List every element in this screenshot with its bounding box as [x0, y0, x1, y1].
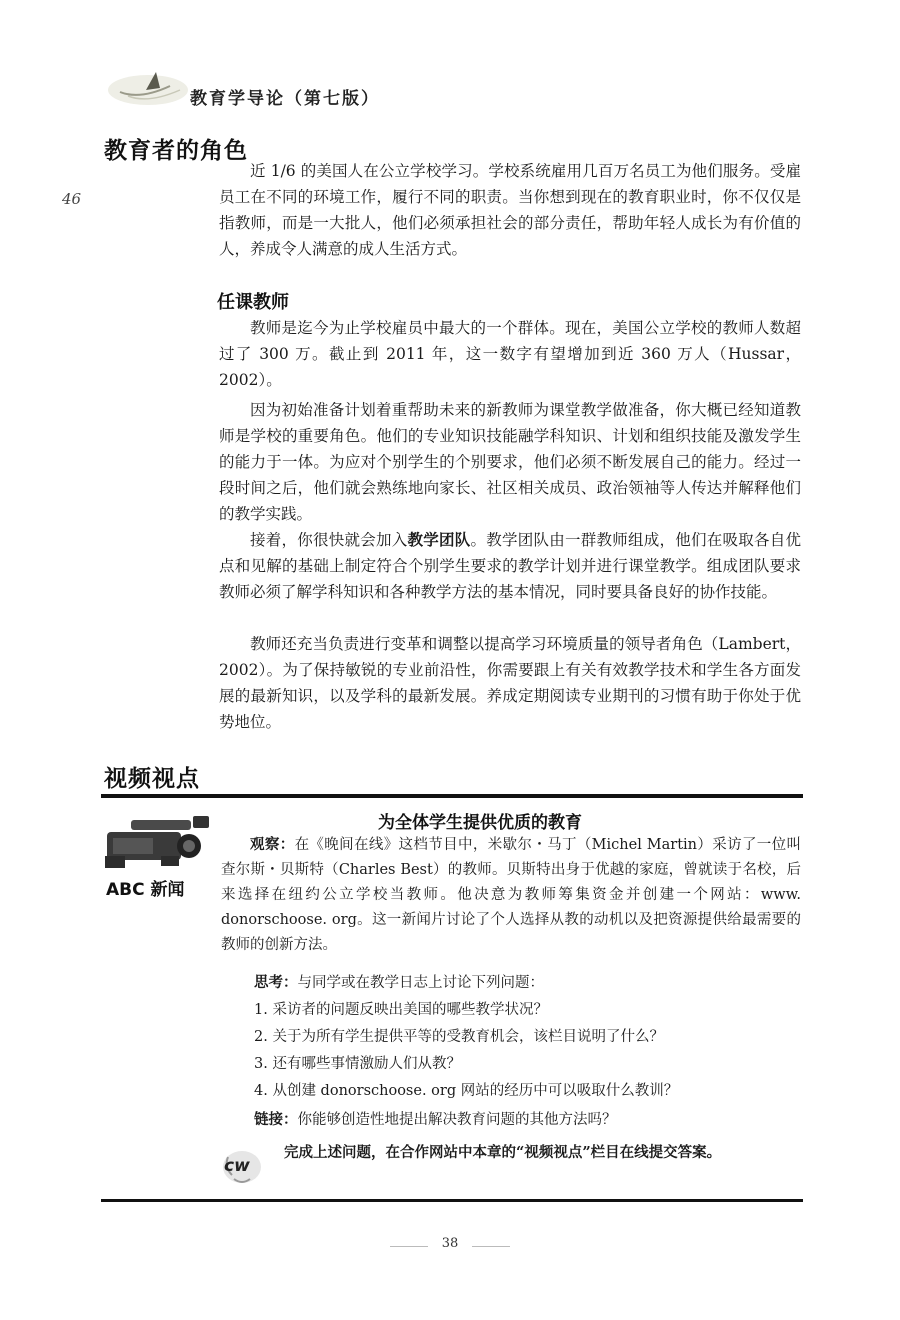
- link-text: 你能够创造性地提出解决教育问题的其他方法吗？: [297, 1112, 617, 1128]
- page-number: 38: [441, 1236, 459, 1251]
- box-bottom-rule: [101, 1199, 803, 1202]
- paragraph: 因为初始准备计划着重帮助未来的新教师为课堂教学做准备，你大概已经知道教师是学校的重要角色。他们的专业知识技能融学科知识、计划和组织技能及激发学生的能力于一体。为应对个别学生的个别要求，他们必须不断发展自己的能力。经过一段时间之后，他们就会熟练地向家长、社区相关成员、政治领袖等人传达并解释他们的教学实践。: [219, 401, 801, 523]
- think-text: 与同学或在教学日志上讨论下列问题：: [297, 975, 544, 991]
- question-item: 2. 关于为所有学生提供平等的受教育机会，该栏目说明了什么？: [254, 1029, 664, 1045]
- paragraph: 教师是迄今为止学校雇员中最大的一个群体。现在，美国公立学校的教师人数超过了 300 万。截止到 2011 年，这一数字有望增加到近 360 万人（Hussar，2002）。: [219, 319, 801, 389]
- subsection-title-teachers: 任课教师: [217, 292, 289, 313]
- paragraph-text: 接着，你很快就会加入: [250, 531, 408, 549]
- think-label: 思考：: [254, 975, 298, 991]
- running-header: [100, 60, 430, 120]
- paragraph-text: 。教学团队由一群教师组成，他们在吸取各自优点和见解的基础上制定符合个别学生要求的教学计划并进行课堂教学。组成团队要求教师必须了解学科知识和各种教学方法的基本情况，同时要具备良好的协作技能。: [219, 531, 801, 601]
- observe-label: 观察：: [250, 837, 295, 853]
- video-camera-icon: [101, 812, 213, 870]
- question-item: 4. 从创建 donorschoose. org 网站的经历中可以吸取什么教训？: [254, 1083, 679, 1099]
- footer-rule-right: [472, 1246, 510, 1247]
- cw-companion-website-icon: [220, 1143, 264, 1187]
- cw-instruction: 完成上述问题，在合作网站中本章的“视频视点”栏目在线提交答案。: [284, 1144, 722, 1161]
- paragraph: [219, 527, 801, 605]
- footer-rule-left: [390, 1246, 428, 1247]
- observe-paragraph: [221, 833, 801, 958]
- margin-page-reference: 46: [62, 190, 82, 208]
- question-item: 1. 采访者的问题反映出美国的哪些教学状况？: [254, 1002, 548, 1018]
- box-title: 为全体学生提供优质的教育: [378, 813, 582, 833]
- box-top-rule: [101, 794, 803, 798]
- link-line: [254, 1108, 617, 1133]
- bird-ornament-icon: [100, 60, 190, 110]
- observe-text: 在《晚间在线》这档节目中，米歇尔・马丁（Michel Martin）采访了一位叫查尔斯・贝斯特（Charles Best）的教师。贝斯特出身于优越的家庭，曾就读于名校，后来选择在纽约公立学校当教师。他决意为教师筹集资金并创建一个网站：www. donorschoose. org。这一新闻片讨论了个人选择从教的动机以及把资源提供给最需要的教师的创新方法。: [221, 837, 802, 953]
- key-term: 教学团队: [407, 530, 471, 549]
- question-item: 3. 还有哪些事情激励人们从教？: [254, 1056, 461, 1072]
- section-title-video-viewpoint: 视频视点: [104, 766, 200, 792]
- paragraph: 近 1/6 的美国人在公立学校学习。学校系统雇用几百万名员工为他们服务。受雇员工在不同的环境工作，履行不同的职责。当你想到现在的教育职业时，你不仅仅是指教师，而是一大批人，他们必须承担社会的部分责任，帮助年轻人成长为有价值的人，养成令人满意的成人生活方式。: [219, 162, 801, 258]
- think-line: [254, 971, 544, 996]
- paragraph: 教师还充当负责进行变革和调整以提高学习环境质量的领导者角色（Lambert，2002）。为了保持敏锐的专业前沿性，你需要跟上有关有效教学技术和学生各方面发展的最新知识，以及学科的最新发展。养成定期阅读专业期刊的习惯有助于你处于优势地位。: [219, 635, 801, 731]
- svg-text:cw: cw: [224, 1156, 250, 1176]
- link-label: 链接：: [254, 1112, 298, 1128]
- book-title: 教育学导论（第七版）: [190, 89, 380, 109]
- section-title-educator-roles: 教育者的角色: [104, 138, 248, 164]
- abc-news-label: ABC 新闻: [106, 880, 185, 900]
- page-footer: [390, 1236, 510, 1256]
